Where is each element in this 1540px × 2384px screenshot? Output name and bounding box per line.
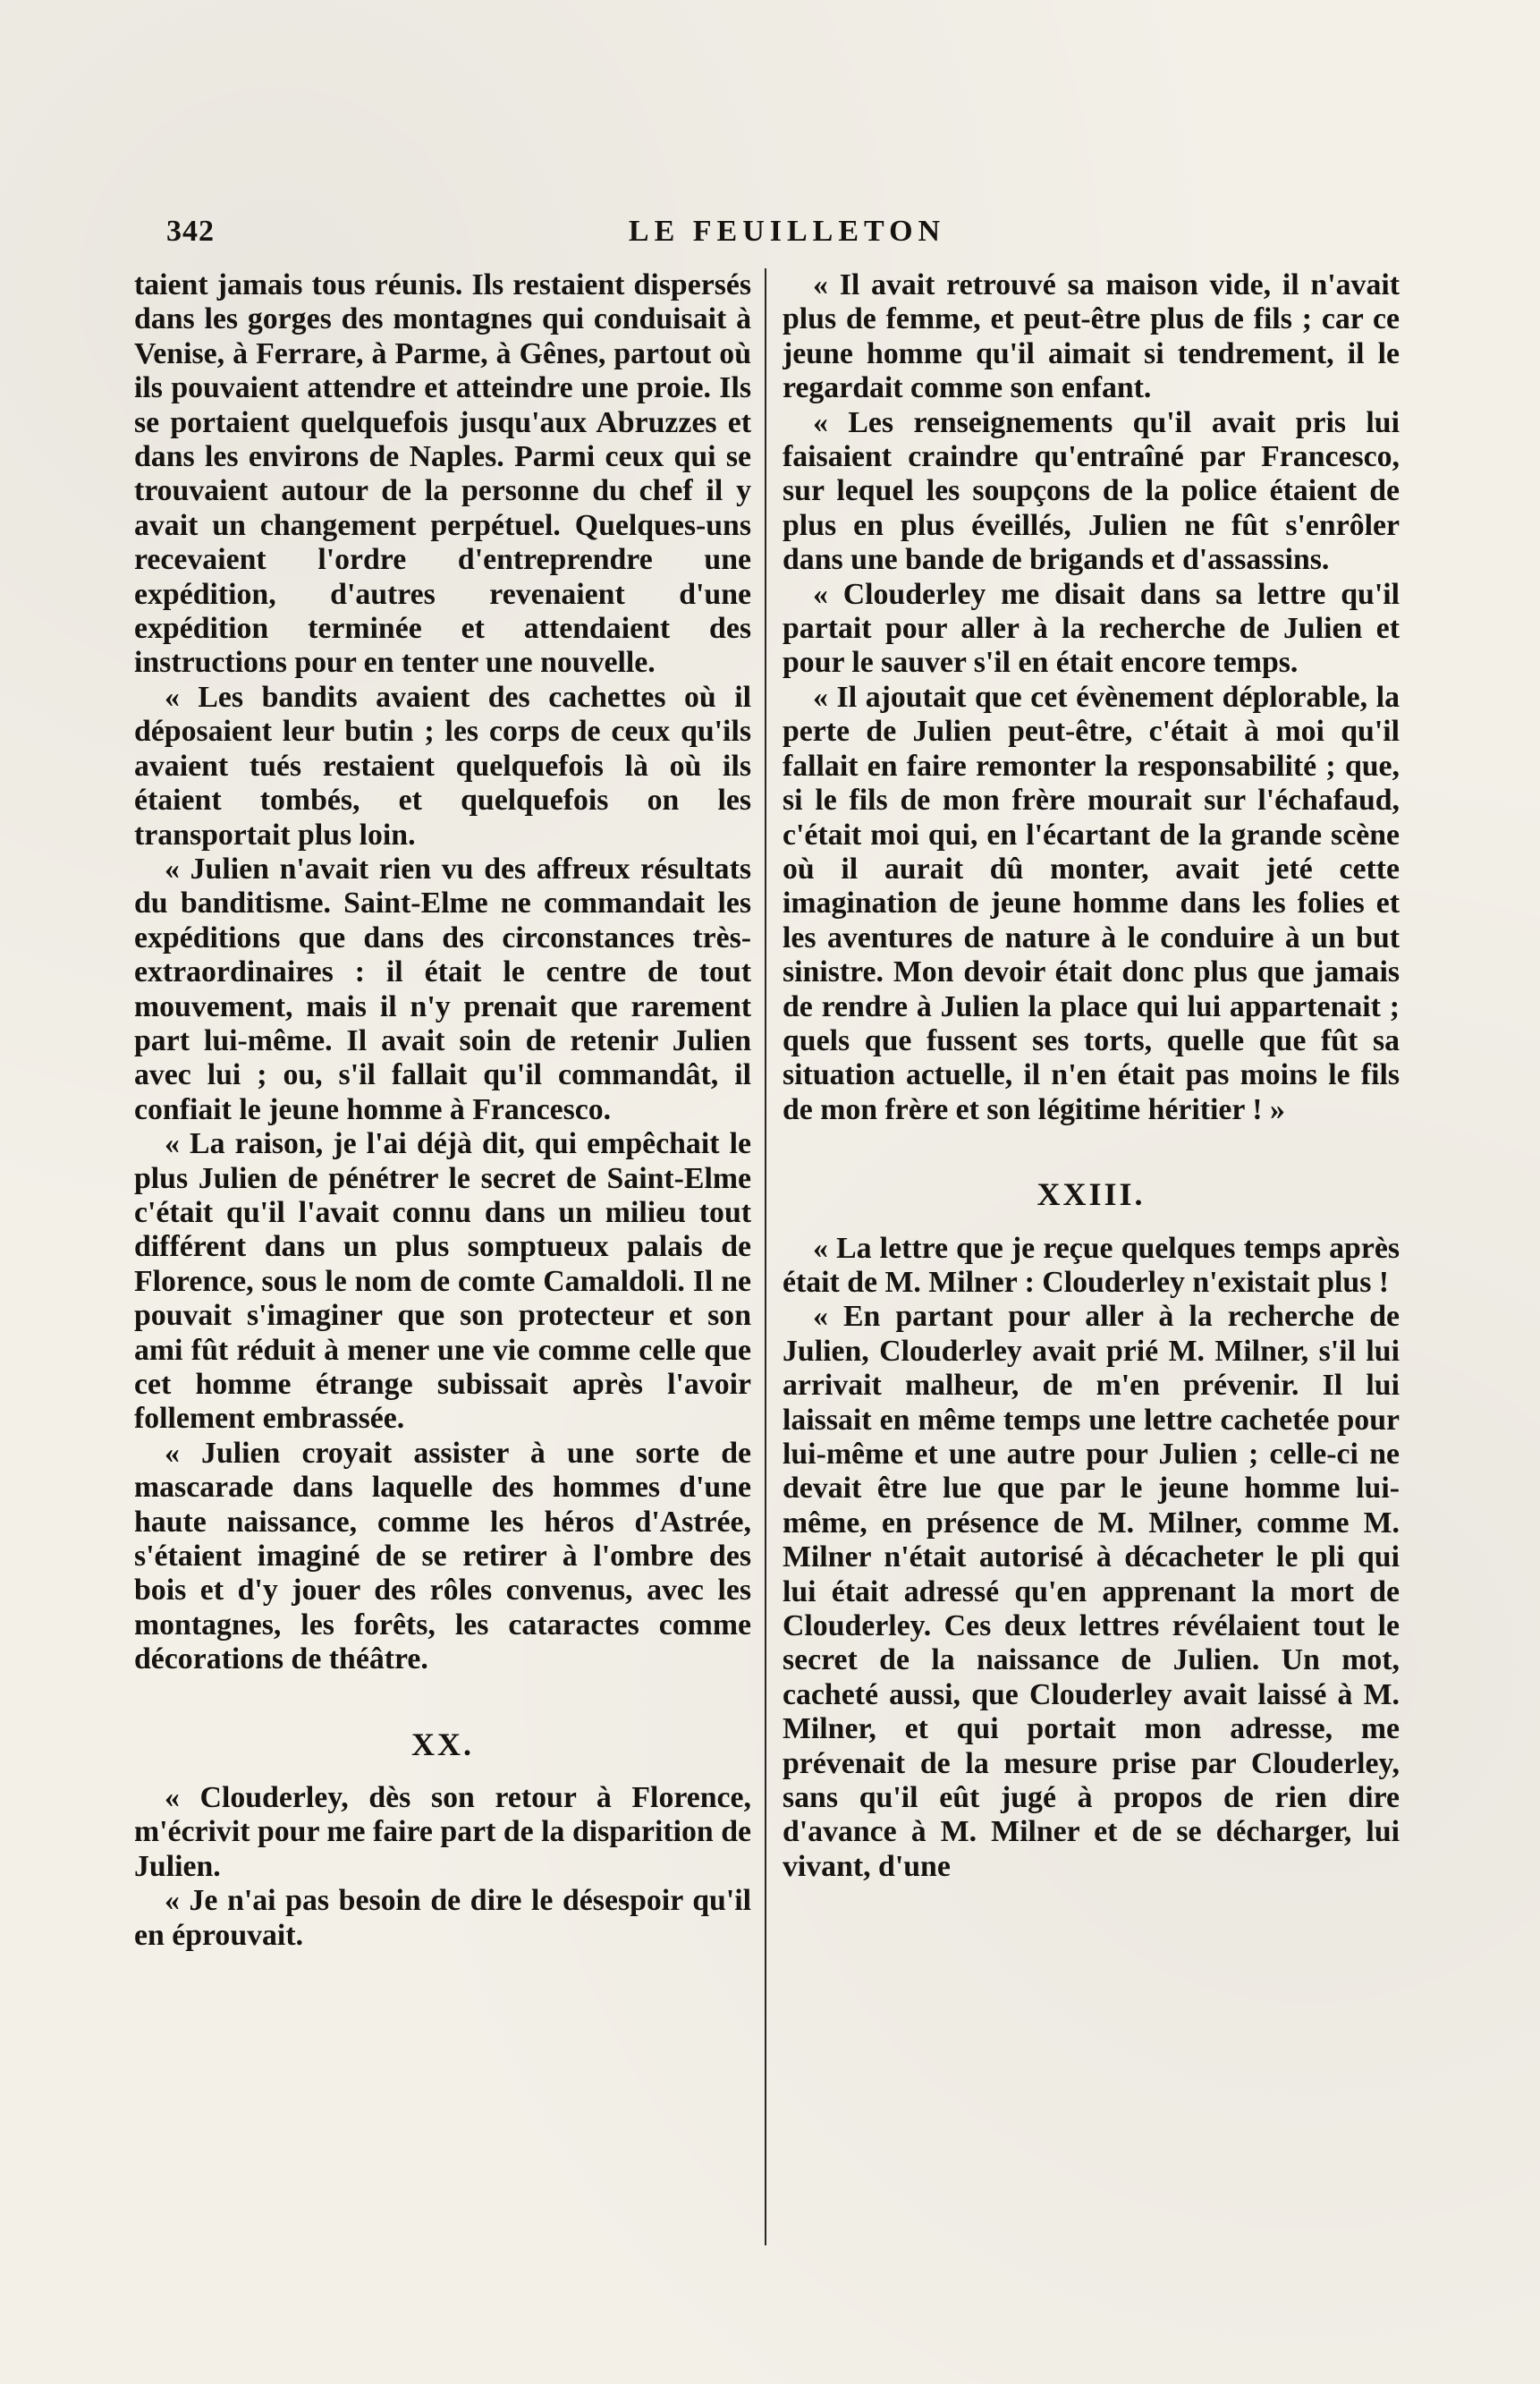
left-column	[134, 268, 751, 2245]
paragraph: « La raison, je l'ai déjà dit, qui empêchait le plus Julien de pénétrer le secret de Saint-Elme c'était qu'il l'avait connu dans un milieu tout différent dans un plus somptueux palais de Florence, sous le nom de comte Camaldoli. Il ne pouvait s'imaginer que son protecteur et son ami fût réduit à mener une vie comme celle que cet homme étrange subissait après l'avoir follement embrassée.	[134, 1127, 751, 1436]
column-divider	[765, 268, 766, 2245]
paragraph: « Les bandits avaient des cachettes où il déposaient leur butin ; les corps de ceux qu'ils avaient tués restaient quelquefois là où ils étaient tombés, et quelquefois on les transportait plus loin.	[134, 680, 751, 852]
paragraph: « Clouderley, dès son retour à Florence, m'écrivit pour me faire part de la disparition de Julien.	[134, 1781, 751, 1883]
paragraph: « Il ajoutait que cet évènement déplorable, la perte de Julien peut-être, c'était à moi qu'il fallait en faire remonter la responsabilité ; que, si le fils de mon frère mourait sur l'échafaud, c'était moi qui, en l'écartant de la grande scène où il aurait dû monter, avait jeté cette imagination de jeune homme dans les folies et les aventures de nature à le conduire à un but sinistre. Mon devoir était donc plus que jamais de rendre à Julien la place qui lui appartenait ; quels que fussent ses torts, quelle que fût sa situation actuelle, il n'en était pas moins le fils de mon frère et son légitime héritier ! »	[783, 680, 1400, 1126]
paragraph: « Je n'ai pas besoin de dire le désespoir qu'il en éprouvait.	[134, 1884, 751, 1952]
paragraph: « Clouderley me disait dans sa lettre qu'il partait pour aller à la recherche de Julien et pour le sauver s'il en était encore temps.	[783, 577, 1400, 680]
paragraph: « Julien croyait assister à une sorte de mascarade dans laquelle des hommes d'une haute naissance, comme les héros d'Astrée, s'étaient imaginé de se retirer à l'ombre des bois et d'y jouer des rôles convenus, avec les montagnes, les forêts, les cataractes comme décorations de théâtre.	[134, 1436, 751, 1676]
running-title: LE FEUILLETON	[628, 215, 946, 248]
paragraph: « Julien n'avait rien vu des affreux résultats du banditisme. Saint-Elme ne commandait les expéditions que dans des circonstances très-extraordinaires : il était le centre de tout mouvement, mais il n'y prenait que rarement part lui-même. Il avait soin de retenir Julien avec lui ; ou, s'il fallait qu'il commandât, il confiait le jeune homme à Francesco.	[134, 852, 751, 1126]
section-heading: XX.	[411, 1726, 474, 1762]
paragraph: « Les renseignements qu'il avait pris lui faisaient craindre qu'entraîné par Francesco, sur lequel les soupçons de la police étaient de plus en plus éveillés, Julien ne fût s'enrôler dans une bande de brigands et d'assassins.	[783, 405, 1400, 577]
right-column	[783, 268, 1400, 2245]
section-heading: XXIII.	[1037, 1176, 1146, 1213]
paragraph: « En partant pour aller à la recherche de Julien, Clouderley avait prié M. Milner, s'il lui arrivait malheur, de m'en prévenir. Il lui laissait en même temps une lettre cachetée pour lui-même et une autre pour Julien ; celle-ci ne devait être lue que par le jeune homme lui-même, en présence de M. Milner, comme M. Milner n'était autorisé à décacheter le pli qui lui était adressé qu'en apprenant la mort de Clouderley. Ces deux lettres révélaient tout le secret de la naissance de Julien. Un mot, cacheté aussi, que Clouderley avait laissé à M. Milner, et qui portait mon adresse, me prévenait de la mesure prise par Clouderley, sans qu'il eût jugé à propos de rien dire d'avance à M. Milner et de se décharger, lui vivant, d'une	[783, 1300, 1400, 1883]
paragraph: « Il avait retrouvé sa maison vide, il n'avait plus de femme, et peut-être plus de fils ; car ce jeune homme qu'il aimait si tendrement, il le regardait comme son enfant.	[783, 268, 1400, 405]
paragraph: taient jamais tous réunis. Ils restaient dispersés dans les gorges des montagnes qui conduisait à Venise, à Ferrare, à Parme, à Gênes, partout où ils pouvaient attendre et atteindre une proie. Ils se portaient quelquefois jusqu'aux Abruzzes et dans les environs de Naples. Parmi ceux qui se trouvaient autour de la personne du chef il y avait un changement perpétuel. Quelques-uns recevaient l'ordre d'entreprendre une expédition, d'autres revenaient d'une expédition terminée et attendaient des instructions pour en tenter une nouvelle.	[134, 268, 751, 680]
page-header	[143, 215, 1431, 259]
page-number: 342	[166, 215, 215, 248]
paragraph: « La lettre que je reçue quelques temps après était de M. Milner : Clouderley n'existait plus !	[783, 1231, 1400, 1299]
